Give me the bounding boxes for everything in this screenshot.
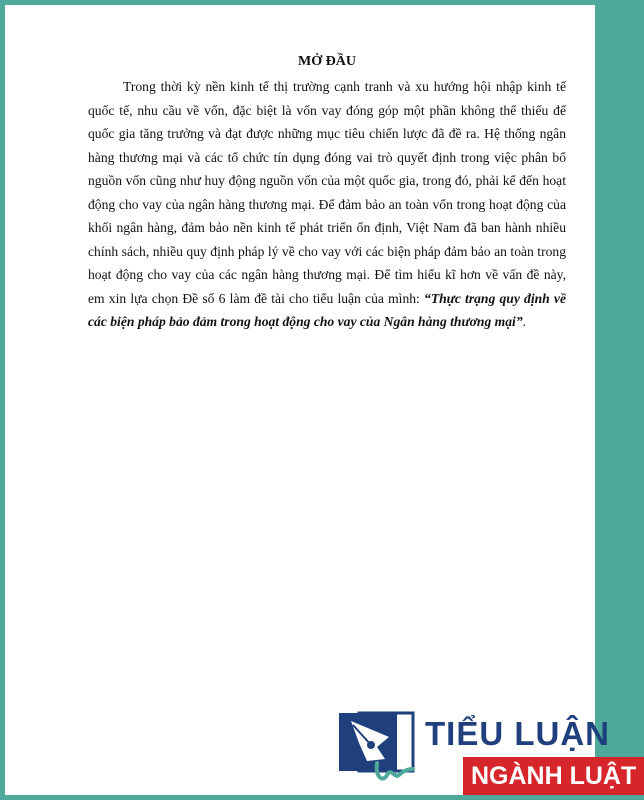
intro-text: Trong thời kỳ nền kinh tế thị trường cạnh tranh và xu hướng hội nhập kinh tế quốc tế, nhu cầu về vốn, đặc biệt là vốn vay đóng góp một phần không thể thiếu để quốc gia tăng trưởng và đạt được những mục tiêu chiến lược đã đề ra. Hệ thống ngân hàng thương mại và các tổ chức tín dụng đóng vai trò quyết định trong việc phân bổ nguồn vốn cũng như huy động nguồn vốn của một quốc gia, trong đó, phải kể đến hoạt động cho vay của ngân hàng thương mại. Để đảm bảo an toàn vốn trong hoạt động của khối ngân hàng, đảm bảo nền kinh tế phát triển ổn định, Việt Nam đã ban hành nhiều chính sách, nhiều quy định pháp lý về cho vay với các biện pháp đảm bảo an toàn trong hoạt động cho vay của các ngân hàng thương mại. Để tìm hiểu kĩ hơn về vấn đề này, em xin lựa chọn Đề số 6 làm đề tài cho tiểu luận của mình: bbox=[88, 79, 566, 306]
logo-title: TIỂU LUẬN bbox=[425, 715, 610, 752]
document-title: MỞ ĐẦU bbox=[298, 54, 356, 69]
document-body bbox=[88, 53, 566, 334]
logo-subtitle: NGÀNH LUẬT bbox=[463, 757, 644, 795]
pen-nib-icon bbox=[337, 711, 415, 795]
paragraph-ending: . bbox=[522, 314, 527, 329]
intro-paragraph bbox=[88, 75, 566, 334]
essay-topic: “Thực trạng quy định về các biện pháp bảo đảm trong hoạt động cho vay của Ngân hàng thương mại” bbox=[88, 290, 566, 329]
site-logo bbox=[332, 711, 637, 797]
document-page bbox=[5, 5, 637, 795]
